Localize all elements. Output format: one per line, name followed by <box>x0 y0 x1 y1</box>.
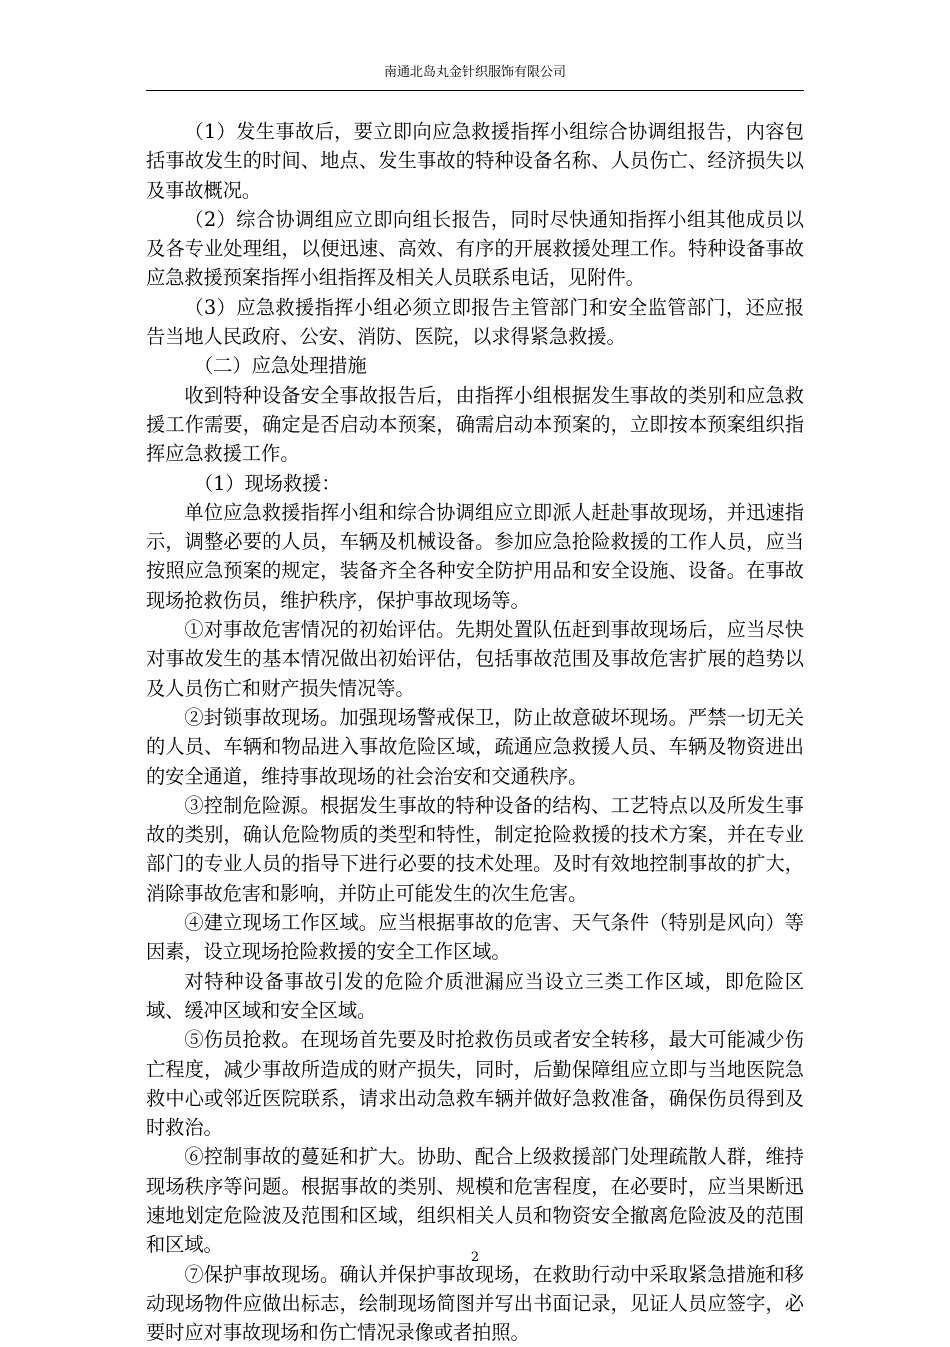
paragraph-onsite-rescue: 单位应急救援指挥小组和综合协调组应立即派人赶赴事故现场，并迅速指示，调整必要的人员，车辆及机械设备。参加应急抢险救援的工作人员，应当按照应急预案的规定，装备齐全各种安全防护用品和安全设施、设备。在事故现场抢救伤员，维护秩序，保护事故现场等。 <box>146 500 804 612</box>
paragraph-item-2: ②封锁事故现场。加强现场警戒保卫，防止故意破坏现场。严禁一切无关的人员、车辆和物品进入事故危险区域，疏通应急救援人员、车辆及物资进出的安全通道，维持事故现场的社会治安和交通秩序。 <box>146 705 804 788</box>
paragraph-report-steps-2: （2）综合协调组应立即向组长报告，同时尽快通知指挥小组其他成员以及各专业处理组，以便迅速、高效、有序的开展救援处理工作。特种设备事故应急救援预案指挥小组指挥及相关人员联系电话，见附件。 <box>146 207 804 290</box>
paragraph-work-zones: 对特种设备事故引发的危险介质泄漏应当设立三类工作区域，即危险区域、缓冲区域和安全区域。 <box>146 969 804 1022</box>
paragraph-item-1: ①对事故危害情况的初始评估。先期处置队伍赶到事故现场后，应当尽快对事故发生的基本情况做出初始评估，包括事故范围及事故危害扩展的趋势以及人员伤亡和财产损失情况等。 <box>146 618 804 700</box>
page-number: 2 <box>470 1250 480 1265</box>
paragraph-item-4: ④建立现场工作区域。应当根据事故的危害、天气条件（特别是风向）等因素，设立现场抢险救援的安全工作区域。 <box>146 911 804 964</box>
paragraph-item-6: ⑥控制事故的蔓延和扩大。协助、配合上级救援部门处理疏散人群，维持现场秩序等问题。根据事故的类别、规模和危害程度，在必要时，应当果断迅速地划定危险波及范围和区域，组织相关人员和物资安全撤离危险波及的范围和区域。 <box>146 1145 804 1257</box>
section-heading-emergency-measures: （二）应急处理措施 <box>194 354 367 378</box>
paragraph-report-steps-1: （1）发生事故后，要立即向应急救援指挥小组综合协调组报告，内容包括事故发生的时间、地点、发生事故的特种设备名称、人员伤亡、经济损失以及事故概况。 <box>146 120 804 202</box>
paragraph-item-7: ⑦保护事故现场。确认并保护事故现场，在救助行动中采取紧急措施和移动现场物件应做出标志，绘制现场简图并写出书面记录，见证人员应签字，必要时应对事故现场和伤亡情况录像或者拍照。 <box>146 1262 804 1345</box>
subheading-onsite-rescue: （1）现场救援： <box>194 471 341 495</box>
header-rule <box>146 90 804 91</box>
paragraph-intro: 收到特种设备安全事故报告后，由指挥小组根据发生事故的类别和应急救援工作需要，确定是否启动本预案，确需启动本预案的，立即按本预案组织指挥应急救援工作。 <box>146 383 804 466</box>
paragraph-report-steps-3: （3）应急救援指挥小组必须立即报告主管部门和安全监管部门，还应报告当地人民政府、公安、消防、医院，以求得紧急救援。 <box>146 295 804 349</box>
paragraph-item-5: ⑤伤员抢救。在现场首先要及时抢救伤员或者安全转移，最大可能减少伤亡程度，减少事故所造成的财产损失，同时，后勤保障组应立即与当地医院急救中心或邻近医院联系，请求出动急救车辆并做好急救准备，确保伤员得到及时救治。 <box>146 1028 804 1140</box>
document-body <box>146 117 804 1347</box>
paragraph-item-3: ③控制危险源。根据发生事故的特种设备的结构、工艺特点以及所发生事故的类别，确认危险物质的类型和特性，制定抢险救援的技术方案，并在专业部门的专业人员的指导下进行必要的技术处理。及时有效地控制事故的扩大，消除事故危害和影响，并防止可能发生的次生危害。 <box>146 793 804 905</box>
page-header: 南通北岛丸金针织服饰有限公司 <box>383 65 566 80</box>
